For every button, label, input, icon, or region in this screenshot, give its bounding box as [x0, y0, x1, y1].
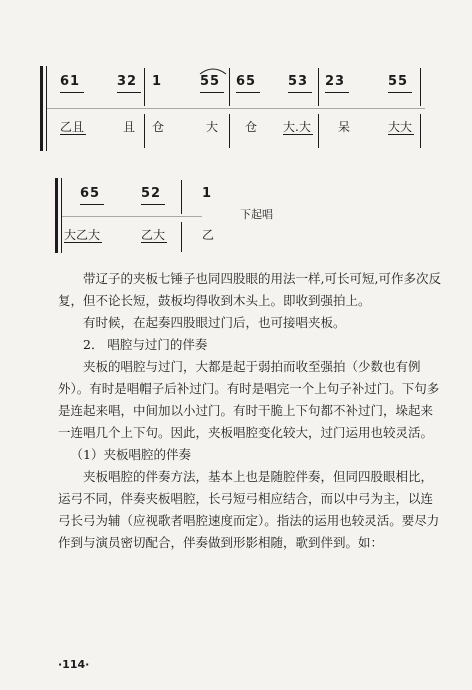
section-heading: 2． 唱腔与过门的伴奏 [83, 337, 208, 352]
barline [181, 180, 182, 214]
note-single: 1 [202, 186, 213, 201]
percussion-syllable: 且 [123, 120, 136, 134]
system-left-bar [55, 178, 58, 253]
note-underline [236, 92, 260, 93]
barline [144, 68, 145, 106]
body-text [58, 268, 443, 554]
paragraph: 有时候，在起奏四股眼过门后，也可接唱夹板。 [83, 315, 346, 330]
barline [229, 114, 230, 148]
barline [420, 68, 421, 106]
score-system-1 [0, 58, 472, 158]
note-group: 23 [325, 74, 346, 89]
barline [420, 114, 421, 148]
note-underline [200, 92, 224, 93]
paragraph: 夹板的唱腔与过门，大都是起于弱拍而收至强拍（少数也有例外）。有时是唱帽子后补过门。有时是唱完一个上句子补过门。下句多是连起来唱，中间加以小过门。有时干脆上下句都不补过门，垛起来一连唱几个上下句。因此，夹板唱腔变化较大，过门运用也较灵活。 [58, 359, 440, 440]
staff-divider [47, 108, 425, 109]
note-group: 65 [236, 74, 257, 89]
barline [144, 114, 145, 148]
staff-divider [62, 216, 202, 217]
percussion-syllable: 呆 [338, 120, 351, 134]
note-single: 1 [152, 74, 163, 89]
percussion-syllable: 大.大 [283, 120, 311, 134]
note-underline [141, 204, 165, 205]
note-group: 32 [117, 74, 138, 89]
paragraph: 夹板唱腔的伴奏方法，基本上也是随腔伴奏，但同四股眼相比，运弓不同，伴奏夹板唱腔，长弓短弓相应结合，而以中弓为主，以连弓长弓为辅（应视歌者唱腔速度而定）。指法的运用也较灵活。要尽力作到与演员密切配合，伴奏做到形影相随，歌到伴到。如： [58, 469, 440, 550]
note-group: 61 [60, 74, 81, 89]
performance-annotation: 下起唱 [240, 208, 273, 221]
system-left-bar [40, 66, 43, 151]
percussion-syllable: 大大 [388, 120, 413, 134]
percussion-syllable: 乙 [202, 228, 215, 242]
note-group: 55 [388, 74, 409, 89]
percussion-syllable: 大乙大 [64, 228, 101, 242]
note-underline [325, 92, 349, 93]
note-underline [117, 92, 141, 93]
barline [318, 114, 319, 148]
barline [318, 68, 319, 106]
paragraph: 带辽子的夹板七锤子也同四股眼的用法一样,可长可短,可作多次反复，但不论长短，鼓板均得收到木头上。即收到强拍上。 [58, 271, 441, 308]
percussion-underline [60, 134, 86, 135]
note-underline [388, 92, 412, 93]
percussion-syllable: 乙大 [141, 228, 166, 242]
percussion-syllable: 仓 [245, 120, 258, 134]
percussion-syllable: 乙且 [60, 120, 85, 134]
note-underline [288, 92, 312, 93]
percussion-syllable: 仓 [152, 120, 165, 134]
page-number: ·114· [58, 658, 90, 671]
barline [229, 68, 230, 106]
percussion-underline [64, 242, 102, 243]
note-group: 52 [141, 186, 162, 201]
percussion-underline [141, 242, 167, 243]
note-underline [80, 204, 104, 205]
subsection-heading: （1）夹板唱腔的伴奏 [70, 447, 191, 462]
score-system-2 [0, 172, 472, 262]
note-group: 53 [288, 74, 309, 89]
note-group: 55 [200, 74, 221, 89]
percussion-underline [283, 134, 313, 135]
percussion-underline [388, 134, 414, 135]
note-underline [60, 92, 84, 93]
note-group: 65 [80, 186, 101, 201]
barline [181, 222, 182, 252]
percussion-syllable: 大 [206, 120, 219, 134]
